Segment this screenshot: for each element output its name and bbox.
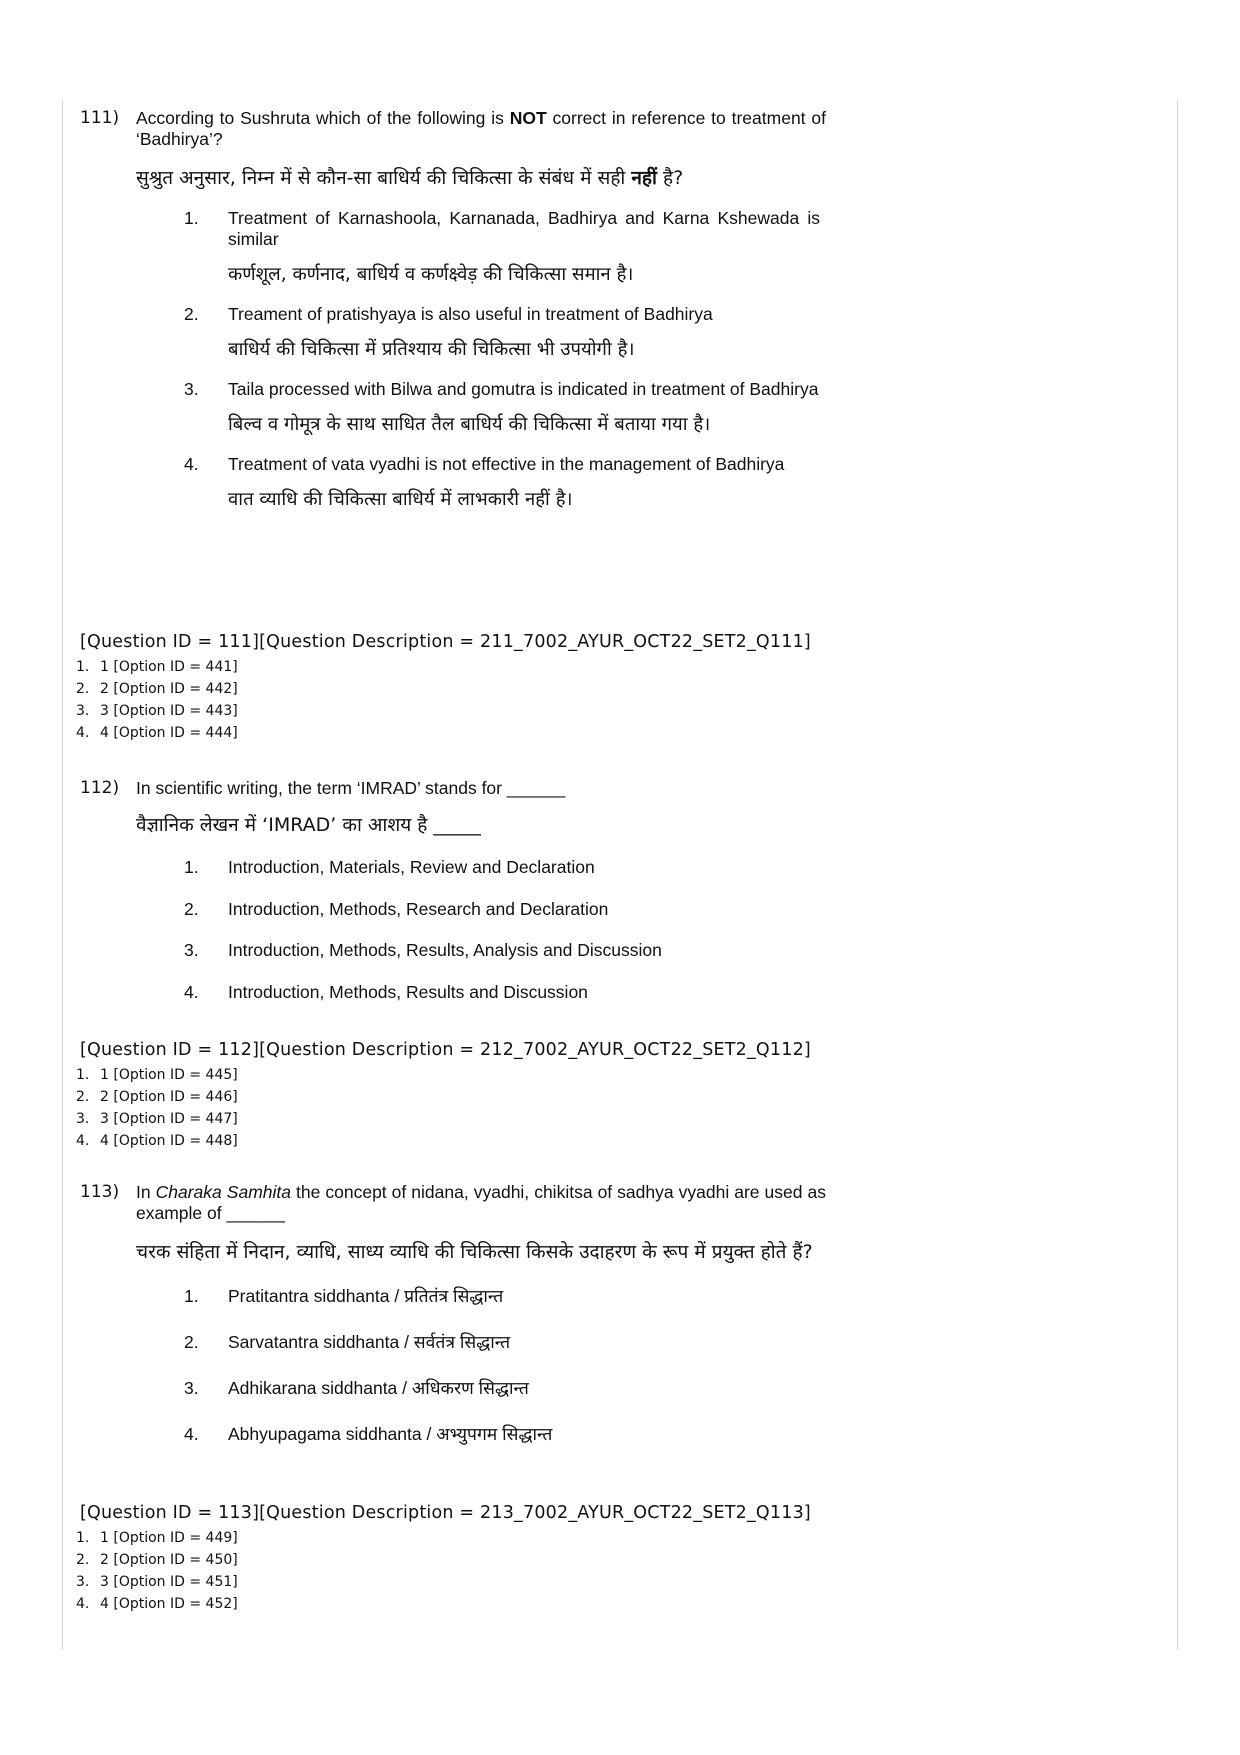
question-number: 113) xyxy=(80,1182,120,1202)
option-4[interactable] xyxy=(80,982,1160,1003)
option-4[interactable] xyxy=(80,454,1160,513)
option-text-hi: बिल्व व गोमूत्र के साथ साधित तैल बाधिर्य की चिकित्सा में बताया गया है। xyxy=(228,414,711,435)
question-text-hi: सुश्रुत अनुसार, निम्न में से कौन-सा बाधिर्य की चिकित्सा के संबंध में सही नहीं है? xyxy=(136,167,684,189)
option-1[interactable] xyxy=(80,1286,1160,1307)
question-number: 112) xyxy=(80,778,120,798)
question-text-hi: चरक संहिता में निदान, व्याधि, साध्य व्याधि की चिकित्सा किसके उदाहरण के रूप में प्रयुक्त होते हैं? xyxy=(136,1241,813,1263)
option-3[interactable] xyxy=(80,379,1160,438)
option-4[interactable] xyxy=(80,1424,1160,1445)
meta-option: 3. 3 [Option ID = 443] xyxy=(76,703,238,719)
option-text-en: Adhikarana siddhanta / अधिकरण सिद्धान्त xyxy=(228,1378,529,1398)
option-number: 2. xyxy=(184,899,199,919)
option-text-en: Introduction, Methods, Results and Discussion xyxy=(228,982,588,1002)
question-id-line: [Question ID = 111][Question Description = 211_7002_AYUR_OCT22_SET2_Q111] xyxy=(80,632,811,652)
option-text-hi: कर्णशूल, कर्णनाद, बाधिर्य व कर्णक्ष्वेड़ की चिकित्सा समान है। xyxy=(228,264,634,285)
question-text-en: According to Sushruta which of the following is NOT correct in reference to treatment of ‘Badhirya’? xyxy=(136,108,826,149)
question-meta-112 xyxy=(76,1040,1160,1152)
option-text-en: Taila processed with Bilwa and gomutra is indicated in treatment of Badhirya xyxy=(228,379,819,399)
question-111 xyxy=(80,108,1160,513)
option-text-en: Pratitantra siddhanta / प्रतितंत्र सिद्धान्त xyxy=(228,1286,504,1306)
meta-option: 2. 2 [Option ID = 442] xyxy=(76,681,238,697)
option-text-en: Introduction, Methods, Results, Analysis and Discussion xyxy=(228,940,662,960)
option-3[interactable] xyxy=(80,1378,1160,1399)
option-number: 1. xyxy=(184,208,199,228)
option-number: 2. xyxy=(184,304,199,324)
option-text-en: Treament of pratishyaya is also useful in treatment of Badhirya xyxy=(228,304,713,324)
option-number: 3. xyxy=(184,1378,199,1398)
options-list xyxy=(80,208,1160,513)
question-113 xyxy=(80,1182,1160,1445)
question-text-hi: वैज्ञानिक लेखन में ‘IMRAD’ का आशय है _____ xyxy=(136,814,481,836)
option-number: 4. xyxy=(184,454,199,474)
right-margin-rule xyxy=(1177,100,1178,1650)
option-number: 2. xyxy=(184,1332,199,1352)
meta-option: 4. 4 [Option ID = 448] xyxy=(76,1133,238,1149)
question-id-line: [Question ID = 113][Question Description = 213_7002_AYUR_OCT22_SET2_Q113] xyxy=(80,1503,811,1523)
option-number: 1. xyxy=(184,857,199,877)
option-2[interactable] xyxy=(80,1332,1160,1353)
options-list xyxy=(80,857,1160,1003)
question-112 xyxy=(80,778,1160,1003)
option-number: 1. xyxy=(184,1286,199,1306)
option-text-hi: बाधिर्य की चिकित्सा में प्रतिश्याय की चिकित्सा भी उपयोगी है। xyxy=(228,339,635,360)
option-text-en: Treatment of Karnashoola, Karnanada, Badhirya and Karna Kshewada is similar xyxy=(228,208,820,249)
meta-option: 4. 4 [Option ID = 452] xyxy=(76,1596,238,1612)
meta-option: 2. 2 [Option ID = 450] xyxy=(76,1552,238,1568)
question-text-en: In Charaka Samhita the concept of nidana, vyadhi, chikitsa of sadhya vyadhi are used as example of ______ xyxy=(136,1182,826,1223)
option-text-en: Treatment of vata vyadhi is not effective in the management of Badhirya xyxy=(228,454,785,474)
meta-option: 1. 1 [Option ID = 441] xyxy=(76,659,238,675)
question-id-line: [Question ID = 112][Question Description = 212_7002_AYUR_OCT22_SET2_Q112] xyxy=(80,1040,811,1060)
question-meta-113 xyxy=(76,1503,1160,1615)
left-margin-rule xyxy=(62,100,63,1650)
option-number: 3. xyxy=(184,940,199,960)
option-text-en: Introduction, Materials, Review and Declaration xyxy=(228,857,595,877)
meta-option: 1. 1 [Option ID = 449] xyxy=(76,1530,238,1546)
question-meta-111 xyxy=(76,632,1160,744)
option-text-en: Introduction, Methods, Research and Declaration xyxy=(228,899,609,919)
option-number: 4. xyxy=(184,982,199,1002)
option-2[interactable] xyxy=(80,899,1160,920)
meta-option: 3. 3 [Option ID = 447] xyxy=(76,1111,238,1127)
meta-option: 2. 2 [Option ID = 446] xyxy=(76,1089,238,1105)
option-2[interactable] xyxy=(80,304,1160,363)
option-text-hi: वात व्याधि की चिकित्सा बाधिर्य में लाभकारी नहीं है। xyxy=(228,489,573,510)
option-3[interactable] xyxy=(80,940,1160,961)
option-1[interactable] xyxy=(80,208,1160,288)
question-number: 111) xyxy=(80,108,120,128)
meta-option: 4. 4 [Option ID = 444] xyxy=(76,725,238,741)
meta-option: 1. 1 [Option ID = 445] xyxy=(76,1067,238,1083)
options-list xyxy=(80,1286,1160,1445)
meta-option: 3. 3 [Option ID = 451] xyxy=(76,1574,238,1590)
option-number: 4. xyxy=(184,1424,199,1444)
option-1[interactable] xyxy=(80,857,1160,878)
option-number: 3. xyxy=(184,379,199,399)
option-text-en: Sarvatantra siddhanta / सर्वतंत्र सिद्धान्त xyxy=(228,1332,511,1352)
question-text-en: In scientific writing, the term ‘IMRAD’ stands for ______ xyxy=(136,778,566,798)
option-text-en: Abhyupagama siddhanta / अभ्युपगम सिद्धान्त xyxy=(228,1424,553,1444)
